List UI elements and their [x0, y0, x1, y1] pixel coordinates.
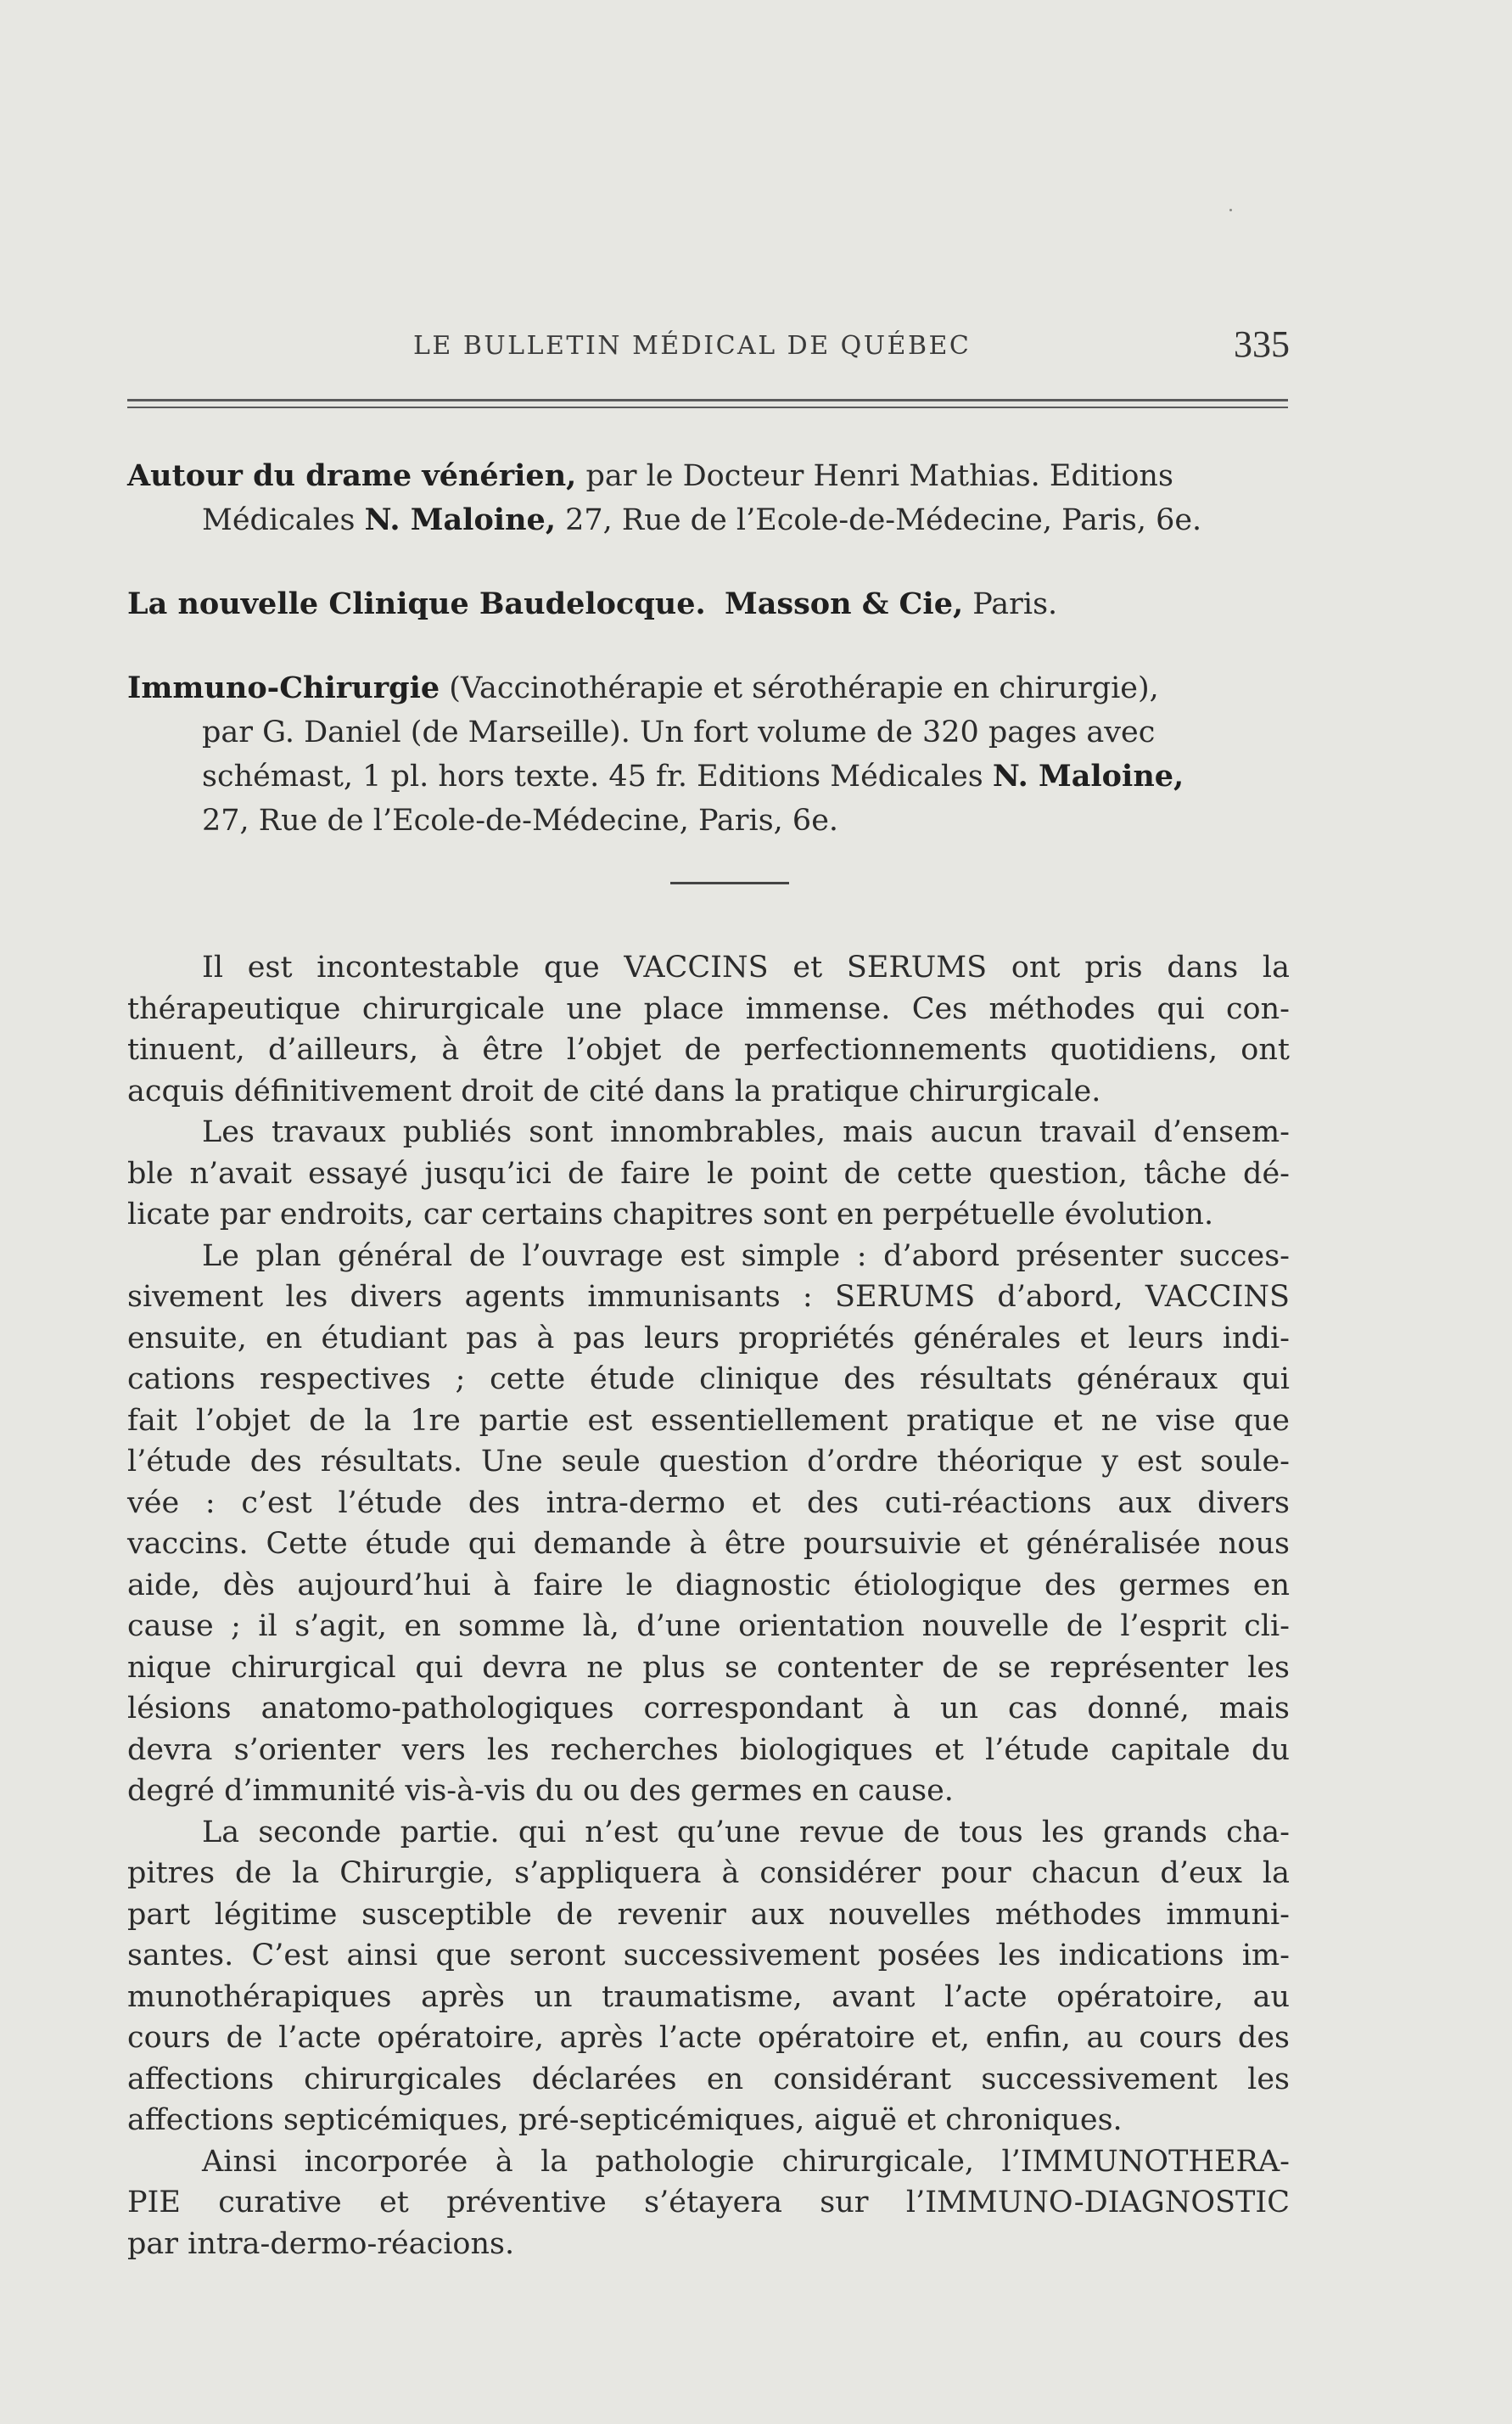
- print-speck: [1229, 209, 1232, 211]
- reference-item: Autour du drame vénérien, par le Docteur Henri Mathias. Editions Médicales N. Maloine, 27, Rue de l’Ecole-de-Médecine, Paris, 6e.: [127, 458, 1202, 537]
- text-line: vaccins. Cette étude qui demande à être poursuivie et généralisée nous: [127, 1527, 1290, 1561]
- header-rule-bottom: [127, 407, 1288, 408]
- text-line: licate par endroits, car certains chapitres sont en perpétuelle évolution.: [127, 1198, 1214, 1232]
- text-line: cours de l’acte opératoire, après l’acte opératoire et, enfin, au cours des: [127, 2021, 1290, 2055]
- reference-item: La nouvelle Clinique Baudelocque. Masson & Cie, Paris.: [127, 586, 1058, 621]
- text-line: Le plan général de l’ouvrage est simple : d’abord présenter succes-: [202, 1238, 1290, 1273]
- reference-publisher: N. Maloine,: [364, 502, 557, 537]
- text-line: affections chirurgicales déclarées en considérant successivement les: [127, 2062, 1290, 2096]
- book-references: [127, 454, 1290, 883]
- reference-title: Autour du drame vénérien,: [127, 458, 577, 493]
- text-line: nique chirurgical qui devra ne plus se contenter de se représenter les: [127, 1650, 1290, 1685]
- reference-publisher: N. Maloine,: [992, 759, 1184, 794]
- text-line: degré d’immunité vis-à-vis du ou des germes en cause.: [127, 1774, 954, 1808]
- text-line: lésions anatomo-pathologiques correspondant à un cas donné, mais: [127, 1692, 1290, 1725]
- paragraph: [127, 947, 1290, 1112]
- text-line: cations respectives ; cette étude clinique des résultats généraux qui: [127, 1362, 1290, 1396]
- text-line: l’étude des résultats. Une seule question d’ordre théorique y est soule-: [127, 1445, 1290, 1479]
- review-text: [127, 947, 1290, 2264]
- text-line: munothérapiques après un traumatisme, avant l’acte opératoire, au: [127, 1979, 1290, 2014]
- reference-item: Immuno-Chirurgie (Vaccinothérapie et sérothérapie en chirurgie), par G. Daniel (de Marseille). Un fort volume de 320 pages avec schémast, 1 pl. hors texte. 45 fr. Editions Médicales N. Maloine, 27, Rue de l’Ecole-de-Médecine, Paris, 6e.: [127, 671, 1184, 838]
- text-line: La seconde partie. qui n’est qu’une revue de tous les grands cha-: [202, 1815, 1290, 1849]
- text-line: santes. C’est ainsi que seront successivement posées les indications im-: [127, 1939, 1290, 1972]
- text-line: cause ; il s’agit, en somme là, d’une orientation nouvelle de l’esprit cli-: [127, 1609, 1290, 1643]
- text-line: sivement les divers agents immunisants : SERUMS d’abord, VACCINS: [127, 1280, 1290, 1314]
- section-divider: [670, 882, 789, 884]
- text-line: thérapeutique chirurgicale une place immense. Ces méthodes qui con-: [127, 991, 1290, 1026]
- reference-title: Immuno-Chirurgie: [127, 671, 440, 705]
- text-line: Il est incontestable que VACCINS et SERUMS ont pris dans la: [202, 951, 1290, 985]
- text-line: devra s’orienter vers les recherches biologiques et l’étude capitale du: [127, 1732, 1290, 1767]
- header-rule-top: [127, 399, 1288, 401]
- text-line: ensuite, en étudiant pas à pas leurs propriétés générales et leurs indi-: [127, 1321, 1290, 1355]
- running-header: [127, 323, 1290, 365]
- text-line: part légitime susceptible de revenir aux nouvelles méthodes immuni-: [127, 1897, 1290, 1932]
- text-line: fait l’objet de la 1re partie est essentiellement pratique et ne vise que: [127, 1403, 1290, 1438]
- text-line: vée : c’est l’étude des intra-dermo et des cuti-réactions aux divers: [127, 1485, 1290, 1520]
- reference-publisher: Masson & Cie,: [724, 586, 964, 621]
- text-line: Ainsi incorporée à la pathologie chirurgicale, l’IMMUNOTHERA-: [202, 2144, 1290, 2179]
- text-line: par intra-dermo-réacions.: [127, 2226, 515, 2261]
- paragraph: [127, 2141, 1290, 2265]
- paragraph: [127, 1112, 1290, 1236]
- text-line: PIE curative et préventive s’étayera sur l’IMMUNO-DIAGNOSTIC: [127, 2186, 1290, 2219]
- paragraph: [127, 1236, 1290, 1812]
- paragraph: [127, 1812, 1290, 2141]
- text-line: aide, dès aujourd’hui à faire le diagnostic étiologique des germes en: [127, 1568, 1290, 1602]
- text-line: ble n’avait essayé jusqu’ici de faire le point de cette question, tâche dé-: [127, 1156, 1290, 1191]
- reference-title: La nouvelle Clinique Baudelocque.: [127, 586, 706, 621]
- text-line: pitres de la Chirurgie, s’appliquera à considérer pour chacun d’eux la: [127, 1856, 1290, 1890]
- text-line: affections septicémiques, pré-septicémiques, aiguë et chroniques.: [127, 2103, 1123, 2137]
- text-line: acquis définitivement droit de cité dans la pratique chirurgicale.: [127, 1074, 1101, 1108]
- text-line: Les travaux publiés sont innombrables, mais aucun travail d’ensem-: [202, 1115, 1290, 1149]
- page-number: 335: [1234, 323, 1290, 365]
- text-line: tinuent, d’ailleurs, à être l’objet de perfectionnements quotidiens, ont: [127, 1033, 1290, 1067]
- running-title: LE BULLETIN MÉDICAL DE QUÉBEC: [413, 331, 972, 361]
